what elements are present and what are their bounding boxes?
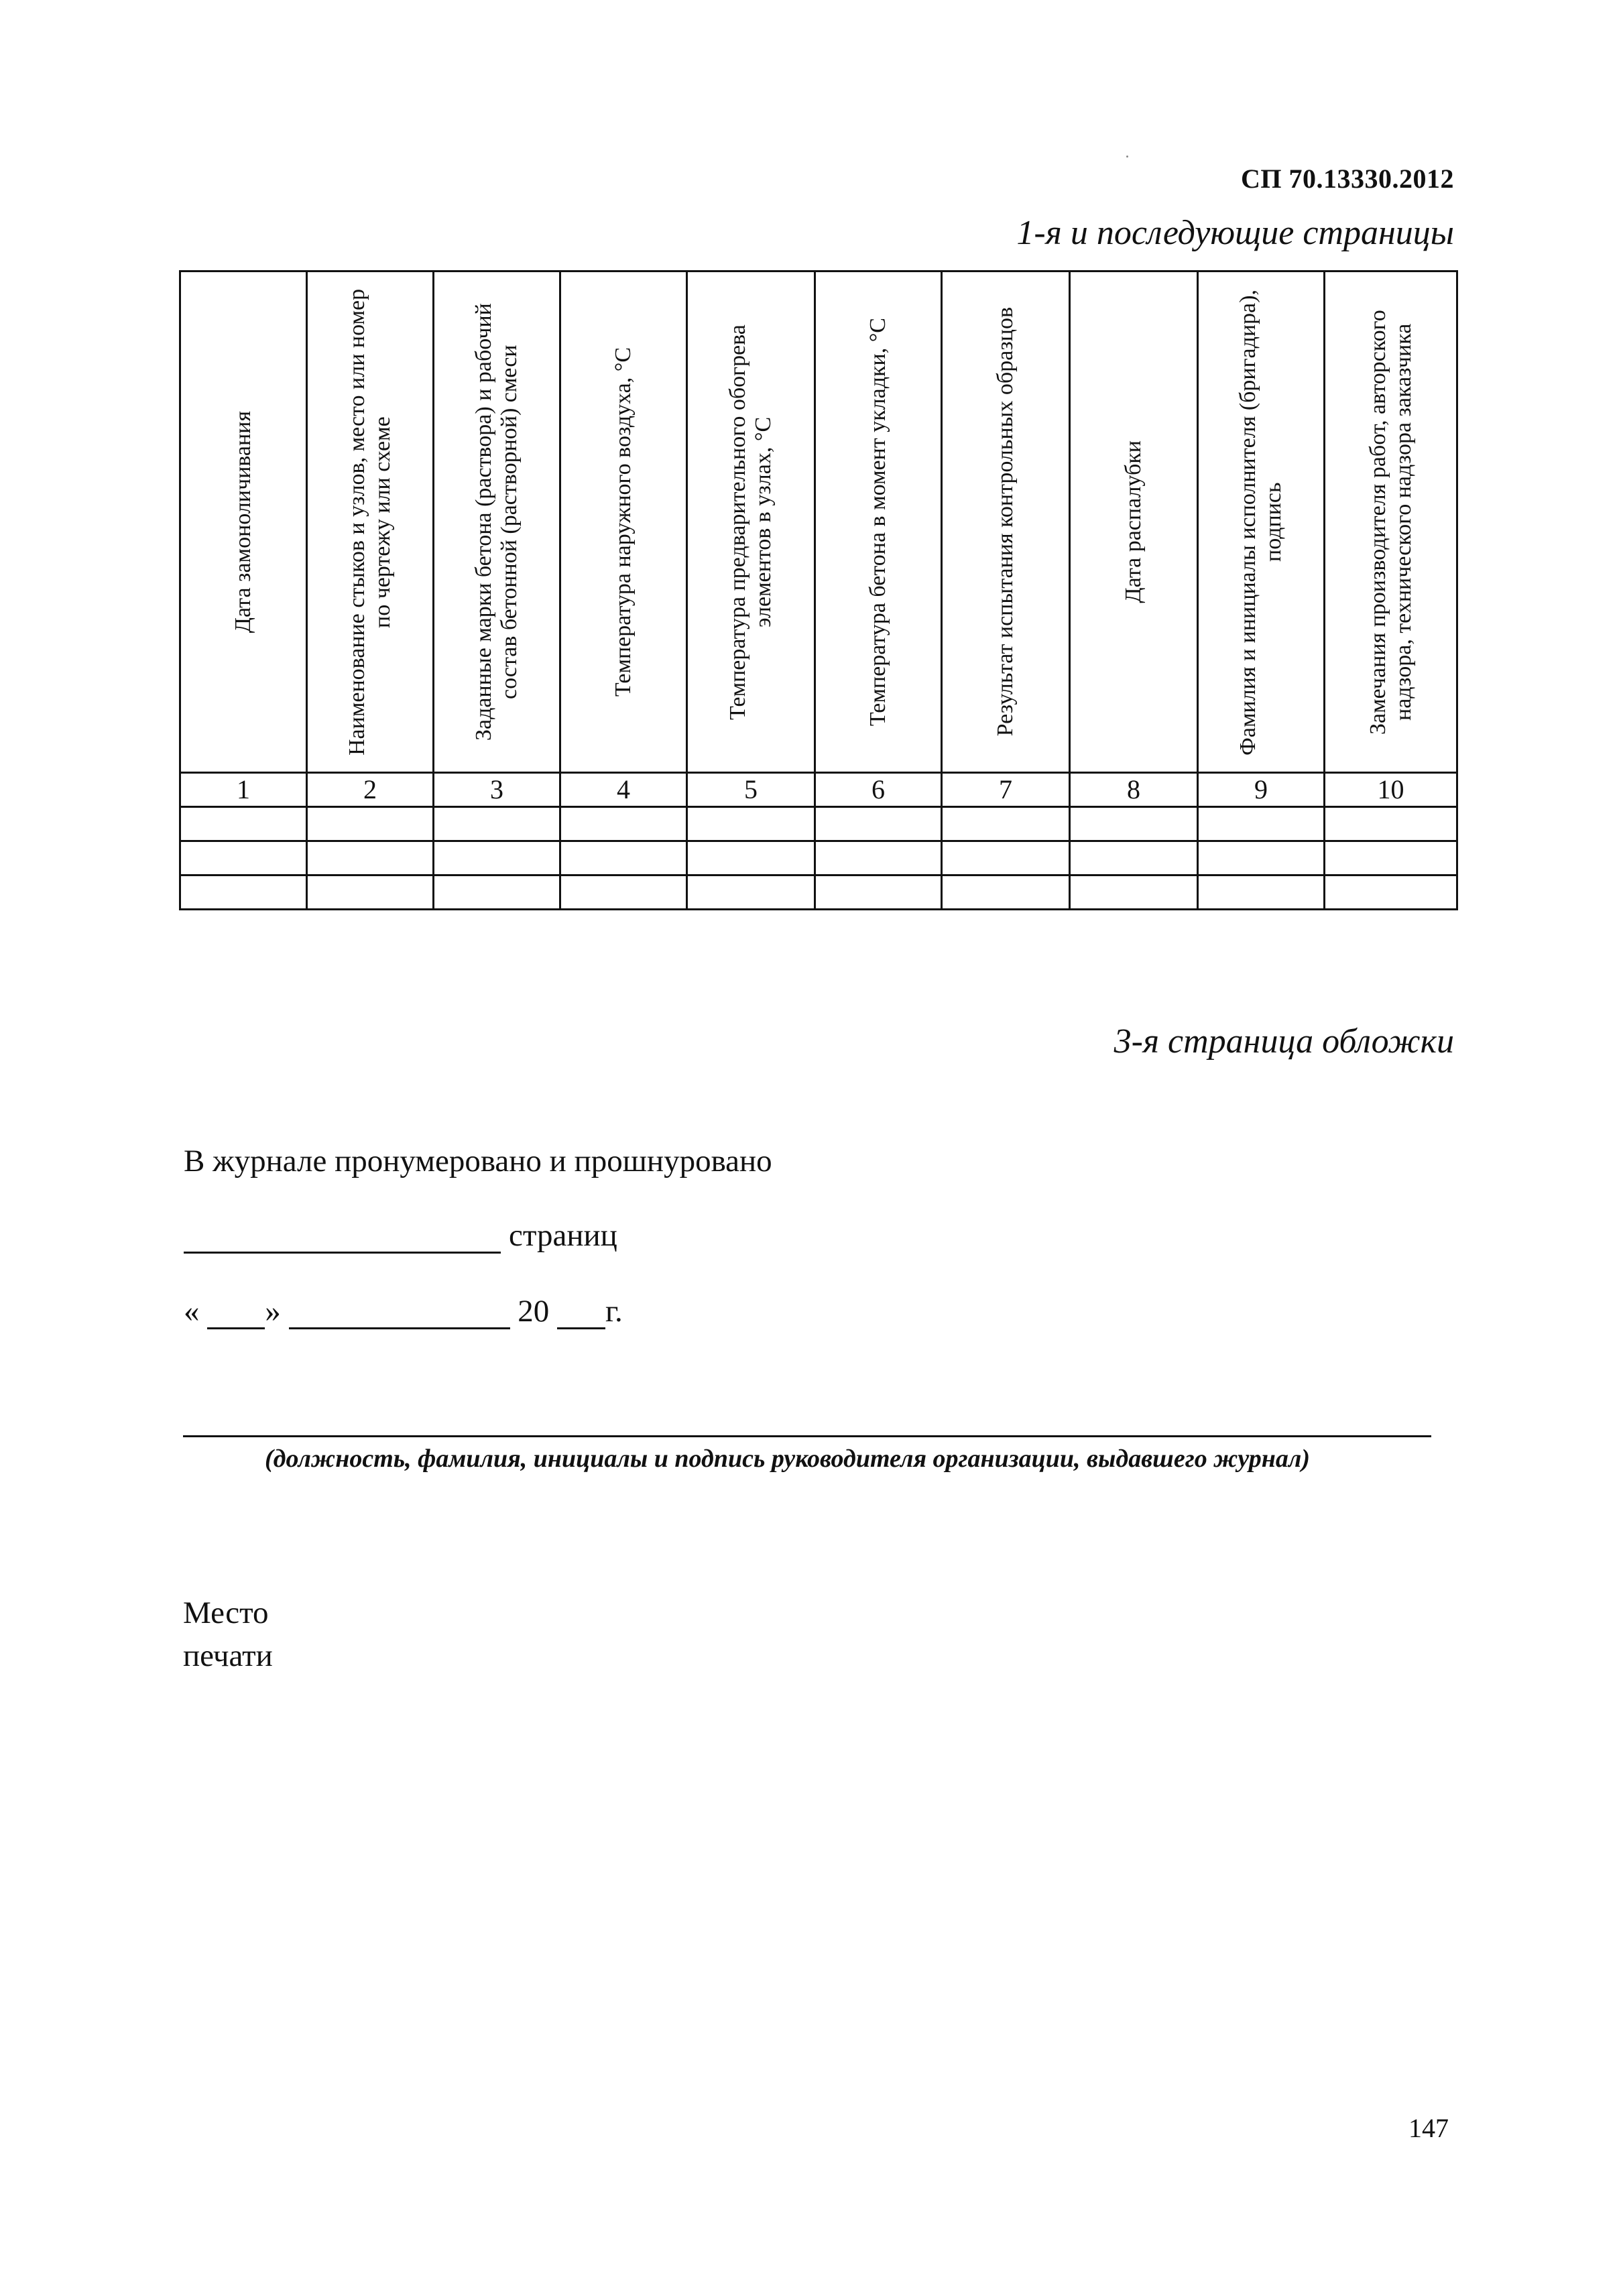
column-number: 1 <box>180 773 307 807</box>
column-header-label: Дата распалубки <box>1121 440 1146 603</box>
table-cell <box>1325 841 1457 875</box>
table-cell <box>180 841 307 875</box>
table-cell <box>1198 841 1325 875</box>
column-header <box>942 271 1070 773</box>
table-cell <box>687 875 815 910</box>
column-header-label: Замечания производителя работ, авторского надзора, технического надзора заказчика <box>1365 309 1416 735</box>
column-header <box>180 271 307 773</box>
column-number: 9 <box>1198 773 1325 807</box>
column-header-label: Температура наружного воздуха, °С <box>611 347 636 697</box>
date-line <box>184 1293 623 1329</box>
table-cell <box>560 841 687 875</box>
quote-open: « <box>184 1294 200 1329</box>
table-cell <box>307 875 434 910</box>
table-row <box>180 841 1457 875</box>
pages-word: страниц <box>509 1218 617 1253</box>
table-cell <box>1198 875 1325 910</box>
column-number: 5 <box>687 773 815 807</box>
column-header-label: Результат испытания контрольных образцов <box>993 307 1018 737</box>
page-count-line <box>184 1217 617 1254</box>
table-cell <box>307 807 434 841</box>
table-cell <box>560 807 687 841</box>
table-cell <box>307 841 434 875</box>
table-cell <box>180 875 307 910</box>
cover-page-title: 3-я страница обложки <box>1114 1022 1454 1061</box>
column-header <box>815 271 942 773</box>
column-header <box>687 271 815 773</box>
column-header-label: Дата замоноличивания <box>231 410 255 633</box>
page-subtitle: 1-я и последующие страницы <box>1016 214 1454 252</box>
column-number: 10 <box>1325 773 1457 807</box>
day-blank <box>207 1301 265 1329</box>
column-header-label: Наименование стыков и узлов, место или номер по чертежу или схеме <box>345 288 395 756</box>
table-cell <box>560 875 687 910</box>
table-cell <box>434 807 560 841</box>
page-count-blank <box>184 1225 501 1254</box>
column-number: 3 <box>434 773 560 807</box>
column-header <box>560 271 687 773</box>
year-blank <box>557 1301 605 1329</box>
table-cell <box>1325 875 1457 910</box>
scan-speck <box>1126 156 1128 158</box>
column-number: 4 <box>560 773 687 807</box>
table-cell <box>942 841 1070 875</box>
signature-line <box>183 1435 1431 1437</box>
table-cell <box>815 807 942 841</box>
stamp-label-line-2: печати <box>183 1638 273 1673</box>
month-blank <box>289 1301 510 1329</box>
stamp-place <box>183 1591 273 1677</box>
column-header-label: Температура предварительного обогрева элементов в узлах, °С <box>725 324 776 720</box>
table-cell <box>1070 807 1198 841</box>
column-header-label: Заданные марки бетона (раствора) и рабочий состав бетонной (растворной) смеси <box>471 303 522 741</box>
table-cell <box>1198 807 1325 841</box>
table-cell <box>815 875 942 910</box>
column-header <box>1198 271 1325 773</box>
year-prefix: 20 <box>518 1294 550 1329</box>
table-cell <box>687 807 815 841</box>
column-header <box>1070 271 1198 773</box>
table-cell <box>434 841 560 875</box>
table-cell <box>180 807 307 841</box>
table-cell <box>687 841 815 875</box>
column-number: 7 <box>942 773 1070 807</box>
page-number: 147 <box>1408 2113 1449 2143</box>
table-cell <box>942 875 1070 910</box>
column-header-label: Фамилия и инициалы исполнителя (бригадира), подпись <box>1236 288 1286 756</box>
table-cell <box>942 807 1070 841</box>
stamp-label-line-1: Место <box>183 1595 269 1630</box>
year-suffix: г. <box>605 1294 623 1329</box>
table-header-row <box>180 271 1457 773</box>
column-number-row <box>180 773 1457 807</box>
journal-table <box>179 270 1458 910</box>
quote-close: » <box>265 1294 281 1329</box>
signature-caption: (должность, фамилия, инициалы и подпись руководителя организации, выдавшего журнал) <box>265 1445 1311 1473</box>
column-header <box>307 271 434 773</box>
numbering-statement: В журнале пронумеровано и прошнуровано <box>184 1144 772 1179</box>
table-cell <box>815 841 942 875</box>
table-row <box>180 875 1457 910</box>
column-number: 8 <box>1070 773 1198 807</box>
column-number: 6 <box>815 773 942 807</box>
table-cell <box>1325 807 1457 841</box>
table-cell <box>1070 875 1198 910</box>
column-header <box>434 271 560 773</box>
table-cell <box>1070 841 1198 875</box>
column-header-label: Температура бетона в момент укладки, °С <box>865 317 890 727</box>
table-cell <box>434 875 560 910</box>
document-code: СП 70.13330.2012 <box>1241 164 1454 194</box>
column-header <box>1325 271 1457 773</box>
table-row <box>180 807 1457 841</box>
column-number: 2 <box>307 773 434 807</box>
